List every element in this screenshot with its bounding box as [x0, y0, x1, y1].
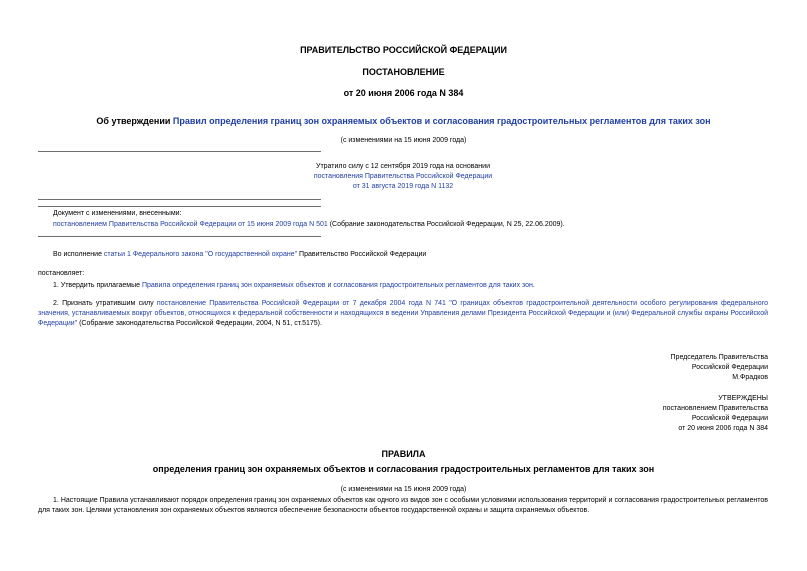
item-1	[53, 281, 535, 291]
approved-line-3: Российской Федерации	[691, 415, 768, 422]
lost-force-notice	[312, 162, 494, 192]
amendments-link[interactable]: постановлением Правительства Российской Федерации от 15 июня 2009 года N 501	[53, 221, 328, 228]
title-prefix: Об утверждении	[96, 116, 173, 126]
item-2-decree-link[interactable]: постановление Правительства Российской Федерации от 7 декабря 2004 года N 741 "О границах объектов градостроительной деятельности особого регулирования федерального значения, устанавливаемых вокруг объектов, относящихся к федеральной собственности и находящихся в ведении Управления делами Президента Российской Федерации и (или) Федеральной службы охраны Российской Федерации"	[38, 300, 768, 327]
approved-line-2: постановлением Правительства	[662, 405, 768, 412]
item-1-suffix: .	[532, 282, 535, 289]
doc-type: ПОСТАНОВЛЕНИЕ	[362, 67, 445, 77]
preamble-suffix: Правительство Российской Федерации	[297, 251, 427, 258]
approved-line-4: от 20 июня 2006 года N 384	[678, 425, 768, 432]
rules-paragraph-1	[38, 496, 768, 516]
item-1-prefix: 1. Утвердить прилагаемые	[53, 282, 142, 289]
title-link[interactable]: Правил определения границ зон охраняемых объектов и согласования градостроительных регламентов для таких зон	[172, 116, 711, 126]
separator-line	[38, 199, 321, 200]
lost-force-link[interactable]: постановления Правительства Российской Федерации	[313, 173, 493, 180]
rules-changes-note: (с изменениями на 15 июня 2009 года)	[340, 486, 467, 493]
preamble	[53, 250, 426, 260]
signature-title-cont: Российской Федерации	[691, 364, 768, 371]
amendments-label: Документ с изменениями, внесенными:	[53, 210, 182, 217]
preamble-prefix: Во исполнение	[53, 251, 104, 258]
item-2-prefix: 2. Признать утратившим силу	[53, 300, 157, 307]
item-1-rules-link[interactable]: Правила определения границ зон охраняемых объектов и согласования градостроительных регламентов для таких зон	[141, 282, 533, 289]
lost-force-link-date[interactable]: от 31 августа 2019 года N 1132	[352, 183, 454, 190]
preamble-law-link[interactable]: статьи 1 Федерального закона "О государственной охране"	[103, 251, 298, 258]
decides-text: постановляет:	[38, 270, 85, 277]
rules-subheading: определения границ зон охраняемых объектов и согласования градостроительных регламентов для таких зон	[152, 464, 655, 474]
changes-note: (с изменениями на 15 июня 2009 года)	[340, 137, 467, 144]
item-2-suffix: (Собрание законодательства Российской Федерации, 2004, N 51, ст.5175).	[77, 320, 322, 327]
org-name: ПРАВИТЕЛЬСТВО РОССИЙСКОЙ ФЕДЕРАЦИИ	[300, 45, 507, 55]
amendments-suffix: (Собрание законодательства Российской Федерации, N 25, 22.06.2009).	[327, 221, 565, 228]
signature-title: Председатель Правительства	[670, 354, 768, 361]
doc-title	[0, 116, 807, 126]
separator-line	[38, 151, 321, 152]
approved-label: УТВЕРЖДЕНЫ	[718, 395, 768, 402]
lost-force-line: Утратило силу с 12 сентября 2019 года на основании	[316, 163, 490, 170]
approved-block	[560, 394, 768, 434]
signature-name: М.Фрадков	[732, 374, 768, 381]
separator-line	[38, 206, 321, 207]
item-2	[38, 299, 768, 329]
rules-paragraph-1-text: 1. Настоящие Правила устанавливают порядок определения границ зон охраняемых объектов как одного из видов зон с особыми условиями использования территорий и согласования градостроительных регламентов для таких зон. Целями установления зон охраняемых объектов являются обеспечение безопасности объектов государственной охраны и защита охраняемых объектов.	[38, 497, 768, 514]
amendments-line	[53, 220, 565, 230]
separator-line	[38, 236, 321, 237]
rules-heading: ПРАВИЛА	[381, 449, 426, 459]
signature-block	[560, 353, 768, 383]
doc-date-number: от 20 июня 2006 года N 384	[343, 88, 464, 98]
